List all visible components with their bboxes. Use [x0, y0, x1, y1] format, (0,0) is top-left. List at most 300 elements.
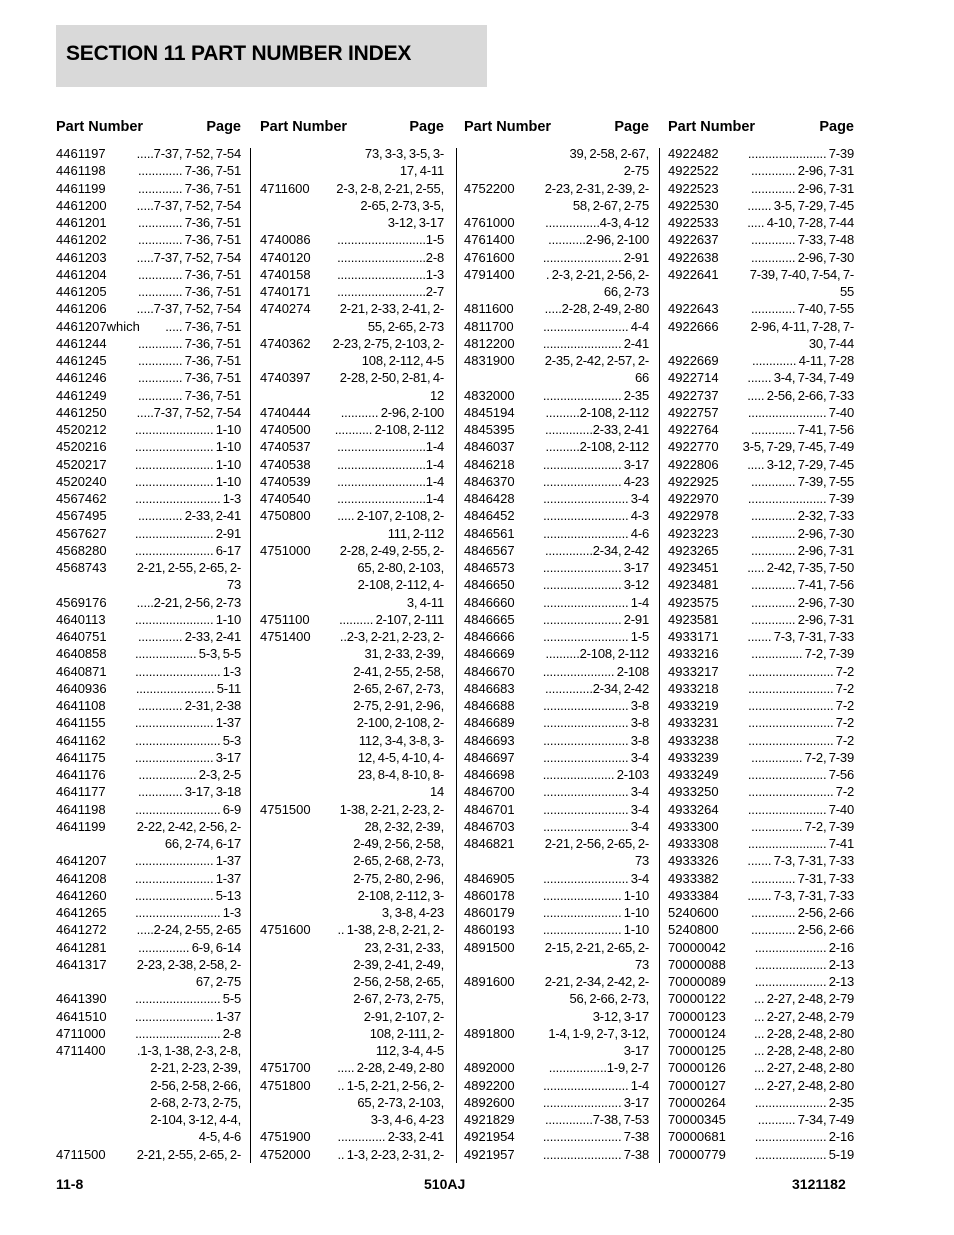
index-entry	[56, 180, 241, 197]
index-entry	[464, 525, 649, 542]
part-number: 4933219	[668, 698, 719, 713]
page-references: ......................... 3-4	[543, 784, 649, 800]
page-references: ............. 7-36, 7-51	[137, 370, 241, 386]
page-references: ..............2-34, 2-42	[544, 542, 649, 558]
index-entry	[464, 835, 649, 870]
index-entry	[56, 197, 241, 214]
page-references: ............... 7-2, 7-39	[751, 749, 854, 765]
part-number: 4641177	[56, 784, 106, 800]
page-references: ............. 2-96, 7-31	[750, 180, 854, 196]
part-number: 4640113	[56, 611, 106, 627]
index-entry	[668, 438, 854, 455]
index-entry	[668, 1008, 854, 1025]
page-references: ..............2-33, 2-41	[544, 422, 649, 437]
index-entry	[668, 835, 854, 852]
page-references: ..............2-34, 2-42	[544, 680, 649, 696]
page-references: ..........2-108, 2-112	[545, 404, 649, 420]
model-name: 510AJ	[424, 1176, 466, 1192]
index-entry	[668, 1111, 854, 1128]
index-entry	[668, 1094, 854, 1111]
page-references: ... 2-28, 2-48, 2-80	[754, 1043, 854, 1058]
part-number: 4933171	[668, 629, 719, 644]
page-references: ....................... 1-37	[134, 1008, 241, 1024]
part-number: 4640871	[56, 663, 107, 679]
part-number: 4891800	[464, 1025, 515, 1041]
part-number: 4641510	[56, 1008, 107, 1024]
page-references: ........... 2-96, 2-100	[340, 404, 444, 420]
index-entry	[56, 335, 241, 352]
part-number: 70000088	[668, 956, 726, 972]
part-number: 4461246	[56, 370, 107, 386]
part-number: 4846669	[464, 646, 515, 662]
page-references: ... 2-27, 2-48, 2-80	[754, 1060, 854, 1076]
part-number: 4831900	[464, 353, 515, 368]
part-number: 4711500	[56, 1146, 106, 1162]
index-entry	[56, 145, 241, 162]
page-references: ..... 2-107, 2-108, 2- 111, 2-112	[337, 508, 444, 541]
page-references: 2-23, 2-38, 2-58, 2- 67, 2-75	[136, 956, 241, 989]
part-number: 4740537	[260, 439, 311, 455]
index-entry	[56, 921, 241, 938]
index-entry	[668, 490, 854, 507]
page-references: ..........................1-5	[337, 232, 444, 248]
page-references: ............. 2-33, 2-41	[137, 508, 241, 524]
part-number: 4922530	[668, 197, 719, 213]
page-references: 2-21, 2-55, 2-65, 2-	[136, 1146, 241, 1162]
part-number: 4845395	[464, 422, 515, 437]
part-number: 4641199	[56, 818, 106, 834]
index-entry	[260, 231, 444, 248]
index-entry	[464, 404, 649, 421]
part-number: 4933249	[668, 767, 719, 782]
index-entry	[668, 628, 854, 645]
page-references: .....7-37, 7-52, 7-54	[136, 404, 241, 420]
page-references: ....................... 7-38	[542, 1129, 649, 1145]
part-number: 4922770	[668, 439, 719, 455]
index-entry	[464, 352, 649, 387]
part-number: 4752200	[464, 180, 515, 196]
part-number: 4846688	[464, 698, 515, 713]
index-entry	[668, 1025, 854, 1042]
index-entry	[260, 1059, 444, 1076]
page-number: 11-8	[56, 1176, 84, 1192]
page-references: .................1-9, 2-7	[548, 1060, 649, 1076]
part-number: 4520212	[56, 422, 107, 437]
page-references: ....... 3-4, 7-34, 7-49	[747, 370, 854, 386]
page-references: ... 2-28, 2-48, 2-80	[754, 1025, 854, 1041]
index-entry	[464, 180, 649, 215]
page-references: ....................... 1-10	[542, 922, 649, 938]
part-number: 4921954	[464, 1129, 515, 1145]
index-entry	[464, 335, 649, 352]
page-references: ....................... 1-10	[542, 887, 649, 903]
index-entry	[668, 801, 854, 818]
part-number: 4461200	[56, 197, 107, 213]
part-number: 4922669	[668, 353, 719, 368]
part-number: 4641175	[56, 749, 106, 765]
part-number: 4740538	[260, 456, 311, 472]
part-number: 4846665	[464, 611, 515, 627]
index-entry	[56, 300, 241, 317]
page-references: ............. 7-33, 7-48	[750, 232, 854, 248]
page-references: .......... 2-107, 2-111	[339, 611, 444, 627]
index-entry	[56, 887, 241, 904]
page-references: 2-21, 2-56, 2-65, 2- 73	[544, 836, 649, 869]
page-references: ....................... 7-56	[747, 767, 854, 782]
part-number: 4846452	[464, 508, 515, 524]
page-references: ......................... 3-4	[543, 870, 649, 886]
index-entry	[464, 783, 649, 800]
index-entry	[260, 801, 444, 922]
page-references: .. 1-38, 2-8, 2-21, 2- 23, 2-31, 2-33, 2-39, 2-41, 2-49, 2-56, 2-58, 2-65, 2-67, 2-73, 2-75, 2-91, 2-107, 2- 108, 2-111, 2- 112, 3-4, 4-5	[337, 922, 444, 1058]
index-entry	[464, 1059, 649, 1076]
index-entry	[260, 438, 444, 455]
page-references: ..........................1-4	[337, 491, 444, 506]
part-number: 4923223	[668, 525, 719, 541]
page-references: ............... 6-9, 6-14	[138, 939, 241, 955]
column-divider	[250, 148, 251, 1163]
part-number: 4922806	[668, 456, 719, 472]
index-entry	[56, 732, 241, 749]
page-references: ............. 2-96, 7-30	[750, 249, 854, 265]
index-entry	[56, 542, 241, 559]
part-number: 70000779	[668, 1146, 726, 1162]
page-references: ....................... 1-10	[134, 456, 241, 472]
page-references: ....................... 2-91	[542, 249, 649, 265]
page-heading: Page	[819, 119, 854, 135]
part-number: 4641260	[56, 887, 107, 903]
page-references: .............. 2-33, 2-41	[337, 1129, 444, 1145]
part-number: 4922638	[668, 249, 719, 265]
page-references: ....................... 5-13	[134, 887, 241, 903]
index-entry	[464, 594, 649, 611]
page-references: ..........................2-7	[337, 284, 444, 299]
index-entry	[260, 921, 444, 1059]
part-number: 4846701	[464, 801, 515, 817]
page-references: ..... 7-36, 7-51	[165, 318, 241, 334]
part-number: 4567462	[56, 491, 107, 506]
page-references: .....7-37, 7-52, 7-54	[136, 146, 241, 161]
page-references: ....... 3-5, 7-29, 7-45	[747, 197, 854, 213]
page-references: ......................... 1-4	[543, 594, 649, 610]
part-number: 4846698	[464, 767, 515, 782]
index-entry	[464, 1025, 649, 1060]
page-references: ....................... 3-17	[542, 1094, 649, 1110]
index-entry	[464, 973, 649, 1025]
page-references: ..............7-38, 7-53	[544, 1112, 649, 1127]
page-references: ........... 7-34, 7-49	[757, 1112, 854, 1127]
page-references: .. 1-3, 2-23, 2-31, 2-	[337, 1146, 444, 1162]
index-entry	[260, 300, 444, 335]
index-entry	[668, 180, 854, 197]
page-references: ..2-3, 2-21, 2-23, 2- 31, 2-33, 2-39, 2-41, 2-55, 2-58, 2-65, 2-67, 2-73, 2-75, 2-91, 2-96, 2-100, 2-108, 2- 112, 3-4, 3-8, 3- 12, 4-5, 4-10, 4- 23, 8-4, 8-10, 8- 14	[339, 629, 444, 800]
page-references: 2-21, 2-33, 2-41, 2- 55, 2-65, 2-73	[339, 301, 444, 334]
part-number: 4846689	[464, 715, 515, 731]
index-entry	[464, 870, 649, 887]
page-references: ............. 2-96, 7-31	[750, 611, 854, 627]
index-entry	[464, 559, 649, 576]
index-entry	[668, 887, 854, 904]
page-references: ............. 2-96, 7-31	[750, 163, 854, 179]
page-references: ..........2-108, 2-112	[545, 439, 649, 455]
page-references: ....................... 2-41	[542, 335, 649, 351]
page-references: ......................... 4-6	[543, 525, 649, 541]
index-entry	[260, 145, 444, 180]
index-entry	[668, 249, 854, 266]
part-number: 4846660	[464, 594, 515, 610]
page-references: ............. 7-36, 7-51	[137, 215, 241, 230]
page-references: ....................... 3-17	[542, 456, 649, 472]
part-number: 4641162	[56, 732, 106, 748]
page-references: ....................... 7-40	[747, 404, 854, 420]
page-references: ......................... 1-3	[135, 491, 241, 506]
part-number: 70000264	[668, 1094, 726, 1110]
part-number: 4740539	[260, 473, 311, 489]
page-references: .1-3, 1-38, 2-3, 2-8, 2-21, 2-23, 2-39, 2-56, 2-58, 2-66, 2-68, 2-73, 2-75, 2-104, 3-12, 4-4, 4-5, 4-6	[136, 1043, 241, 1145]
page-references: ............. 7-36, 7-51	[137, 387, 241, 403]
index-entry	[668, 525, 854, 542]
part-number: 4933326	[668, 853, 719, 869]
page-references: ............. 7-36, 7-51	[137, 335, 241, 351]
index-entry	[464, 801, 649, 818]
page-references: ......................... 7-2	[748, 715, 854, 731]
index-entry	[56, 611, 241, 628]
index-entry	[56, 456, 241, 473]
index-entry	[668, 559, 854, 576]
part-number: 4641317	[56, 956, 107, 972]
page-references: ............. 7-41, 7-56	[750, 422, 854, 437]
index-entry	[668, 783, 854, 800]
part-number: 4461206	[56, 301, 107, 317]
index-entry	[464, 680, 649, 697]
index-entry	[260, 628, 444, 801]
index-column-4	[668, 119, 854, 1163]
part-number: 4923575	[668, 594, 719, 610]
page-references: ............. 7-36, 7-51	[137, 266, 241, 282]
part-number: 4933218	[668, 680, 719, 696]
part-number: 4933264	[668, 801, 719, 817]
index-entry	[668, 939, 854, 956]
part-number: 4933239	[668, 749, 719, 765]
part-number: 4740120	[260, 249, 311, 265]
part-number: 4846697	[464, 749, 515, 765]
index-entry	[56, 594, 241, 611]
page-references: ............. 2-96, 7-31	[750, 542, 854, 558]
part-number: 4846567	[464, 542, 515, 558]
page-references: ......................... 3-8	[543, 732, 649, 748]
part-number: 4751400	[260, 629, 311, 644]
page-heading: Page	[409, 119, 444, 135]
column-header	[260, 119, 444, 145]
index-entry	[464, 663, 649, 680]
index-entry	[668, 162, 854, 179]
part-number: 70000126	[668, 1060, 726, 1076]
part-number: 4846573	[464, 560, 515, 575]
part-number: 4933300	[668, 818, 719, 834]
document-number: 3121182	[792, 1176, 846, 1192]
index-entry	[260, 404, 444, 421]
page-references: ....................... 1-10	[134, 439, 241, 455]
index-entry	[56, 801, 241, 818]
part-number-heading: Part Number	[260, 119, 348, 135]
part-number: 4751800	[260, 1077, 311, 1093]
page-references: ......................... 6-9	[135, 801, 241, 817]
index-entry	[464, 714, 649, 731]
part-number: 4933217	[668, 663, 719, 679]
index-entry	[260, 1146, 444, 1163]
part-number: 4751900	[260, 1129, 311, 1145]
part-number: 4740444	[260, 404, 311, 420]
part-number: 4461204	[56, 266, 107, 282]
page-references: ....................... 7-39	[747, 491, 854, 506]
index-entry	[260, 283, 444, 300]
part-number: 4740500	[260, 422, 311, 437]
part-number: 5240800	[668, 922, 719, 938]
index-entry	[668, 456, 854, 473]
index-entry	[464, 490, 649, 507]
index-entry	[464, 214, 649, 231]
page-references: ......................... 5-5	[135, 991, 241, 1007]
page-references: ......................... 1-4	[543, 1077, 649, 1093]
part-number: 4922643	[668, 301, 719, 317]
part-number: 4791400	[464, 266, 515, 282]
index-entry	[56, 904, 241, 921]
page-references: ...........2-96, 2-100	[548, 232, 649, 248]
index-entry	[668, 145, 854, 162]
page-references: ............. 7-36, 7-51	[137, 284, 241, 299]
part-number: 4751500	[260, 801, 311, 817]
part-number: 4711600	[260, 180, 310, 196]
index-entry	[56, 697, 241, 714]
page-references: ..................... 2-13	[754, 974, 854, 989]
index-entry	[56, 249, 241, 266]
part-number: 70000123	[668, 1008, 726, 1024]
index-entry	[668, 852, 854, 869]
part-number: 4740086	[260, 232, 311, 248]
part-number: 4922978	[668, 508, 719, 524]
index-entries	[464, 145, 649, 1163]
index-entry	[668, 231, 854, 248]
part-number: 4832000	[464, 387, 515, 403]
index-entry	[668, 300, 854, 317]
part-number: 4812200	[464, 335, 515, 351]
page-references: ............. 7-36, 7-51	[137, 163, 241, 179]
part-number: 5240600	[668, 905, 719, 920]
page-references: ......................... 7-2	[748, 698, 854, 713]
index-entry	[668, 749, 854, 766]
page-references: ............. 2-33, 2-41	[137, 629, 241, 644]
part-number: 4567495	[56, 508, 107, 524]
index-entry	[668, 956, 854, 973]
page-references: ... 2-27, 2-48, 2-79	[754, 991, 854, 1007]
part-number: 4846561	[464, 525, 515, 541]
index-entry	[668, 594, 854, 611]
index-entry	[668, 507, 854, 524]
column-divider	[456, 148, 457, 1163]
page-references: ..........2-108, 2-112	[545, 646, 649, 662]
page-references: ................. 2-3, 2-5	[138, 767, 241, 782]
page-references: .................. 5-3, 5-5	[134, 646, 241, 662]
part-number: 4922522	[668, 163, 719, 179]
page-references: ......................... 1-3	[135, 663, 241, 679]
index-entry	[56, 490, 241, 507]
page-references: ............. 7-36, 7-51	[137, 353, 241, 368]
part-number: 4641108	[56, 698, 106, 713]
index-entry	[56, 818, 241, 853]
part-number: 4461203	[56, 249, 107, 265]
part-number: 4461205	[56, 284, 107, 299]
part-number: 4461199	[56, 180, 106, 196]
page-references: . 2-3, 2-21, 2-56, 2- 66, 2-73	[545, 266, 649, 299]
section-banner	[56, 25, 487, 87]
page-references: ....................... 1-10	[134, 422, 241, 437]
page-references: ....................... 3-17	[134, 749, 241, 765]
index-entry	[260, 369, 444, 404]
part-number: 4641281	[56, 939, 107, 955]
part-number: 4860193	[464, 922, 515, 938]
part-number: 4846428	[464, 491, 515, 506]
part-number: 4461245	[56, 353, 107, 368]
page-references: ....... 7-3, 7-31, 7-33	[747, 853, 854, 869]
page-references: ..........................2-8	[337, 249, 444, 265]
part-number: 4846650	[464, 577, 515, 593]
part-number-heading: Part Number	[668, 119, 756, 135]
page-references: 2-35, 2-42, 2-57, 2- 66	[544, 353, 649, 386]
page-references: ............. 3-17, 3-18	[137, 784, 241, 800]
page-references: 39, 2-58, 2-67, 2-75	[569, 146, 649, 179]
page-references: 2-23, 2-31, 2-39, 2- 58, 2-67, 2-75	[544, 180, 649, 213]
index-entry	[56, 214, 241, 231]
part-number: 4711000	[56, 1025, 106, 1041]
part-number: 4761400	[464, 232, 515, 248]
index-entry	[668, 1146, 854, 1163]
part-number: 4641198	[56, 801, 106, 817]
page-references: ..................... 2-16	[754, 939, 854, 955]
index-entry	[56, 369, 241, 386]
page-references: ............. 4-11, 7-28	[751, 353, 854, 368]
index-entry	[668, 1077, 854, 1094]
index-entry	[668, 473, 854, 490]
index-entry	[464, 249, 649, 266]
part-number: 4933250	[668, 784, 719, 800]
page-references: ..................... 5-19	[754, 1146, 854, 1162]
page-references: ....................... 5-11	[135, 680, 241, 696]
part-number: 4461202	[56, 232, 107, 248]
page-references: ............. 2-96, 7-30	[750, 525, 854, 541]
part-number: 4922925	[668, 473, 719, 489]
index-entry	[260, 180, 444, 232]
part-number: 4846703	[464, 818, 515, 834]
index-entries	[56, 145, 241, 1163]
index-entry	[56, 680, 241, 697]
index-entry	[56, 525, 241, 542]
index-column-3	[464, 119, 649, 1163]
index-entry	[668, 1128, 854, 1145]
index-entry	[464, 1146, 649, 1163]
part-number: 4811600	[464, 301, 514, 317]
index-entry	[464, 1111, 649, 1128]
index-entry	[668, 732, 854, 749]
part-number	[260, 145, 323, 180]
index-entry	[56, 421, 241, 438]
page-references: ....................... 7-41	[747, 836, 854, 851]
page-references: ............. 2-56, 2-66	[750, 905, 854, 920]
part-number: 4922523	[668, 180, 719, 196]
page-references: ......................... 7-2	[748, 680, 854, 696]
index-entry	[56, 1146, 241, 1163]
page-references: ..................... 2-35	[754, 1094, 854, 1110]
page-references: ..... 2-28, 2-49, 2-80	[337, 1060, 444, 1076]
